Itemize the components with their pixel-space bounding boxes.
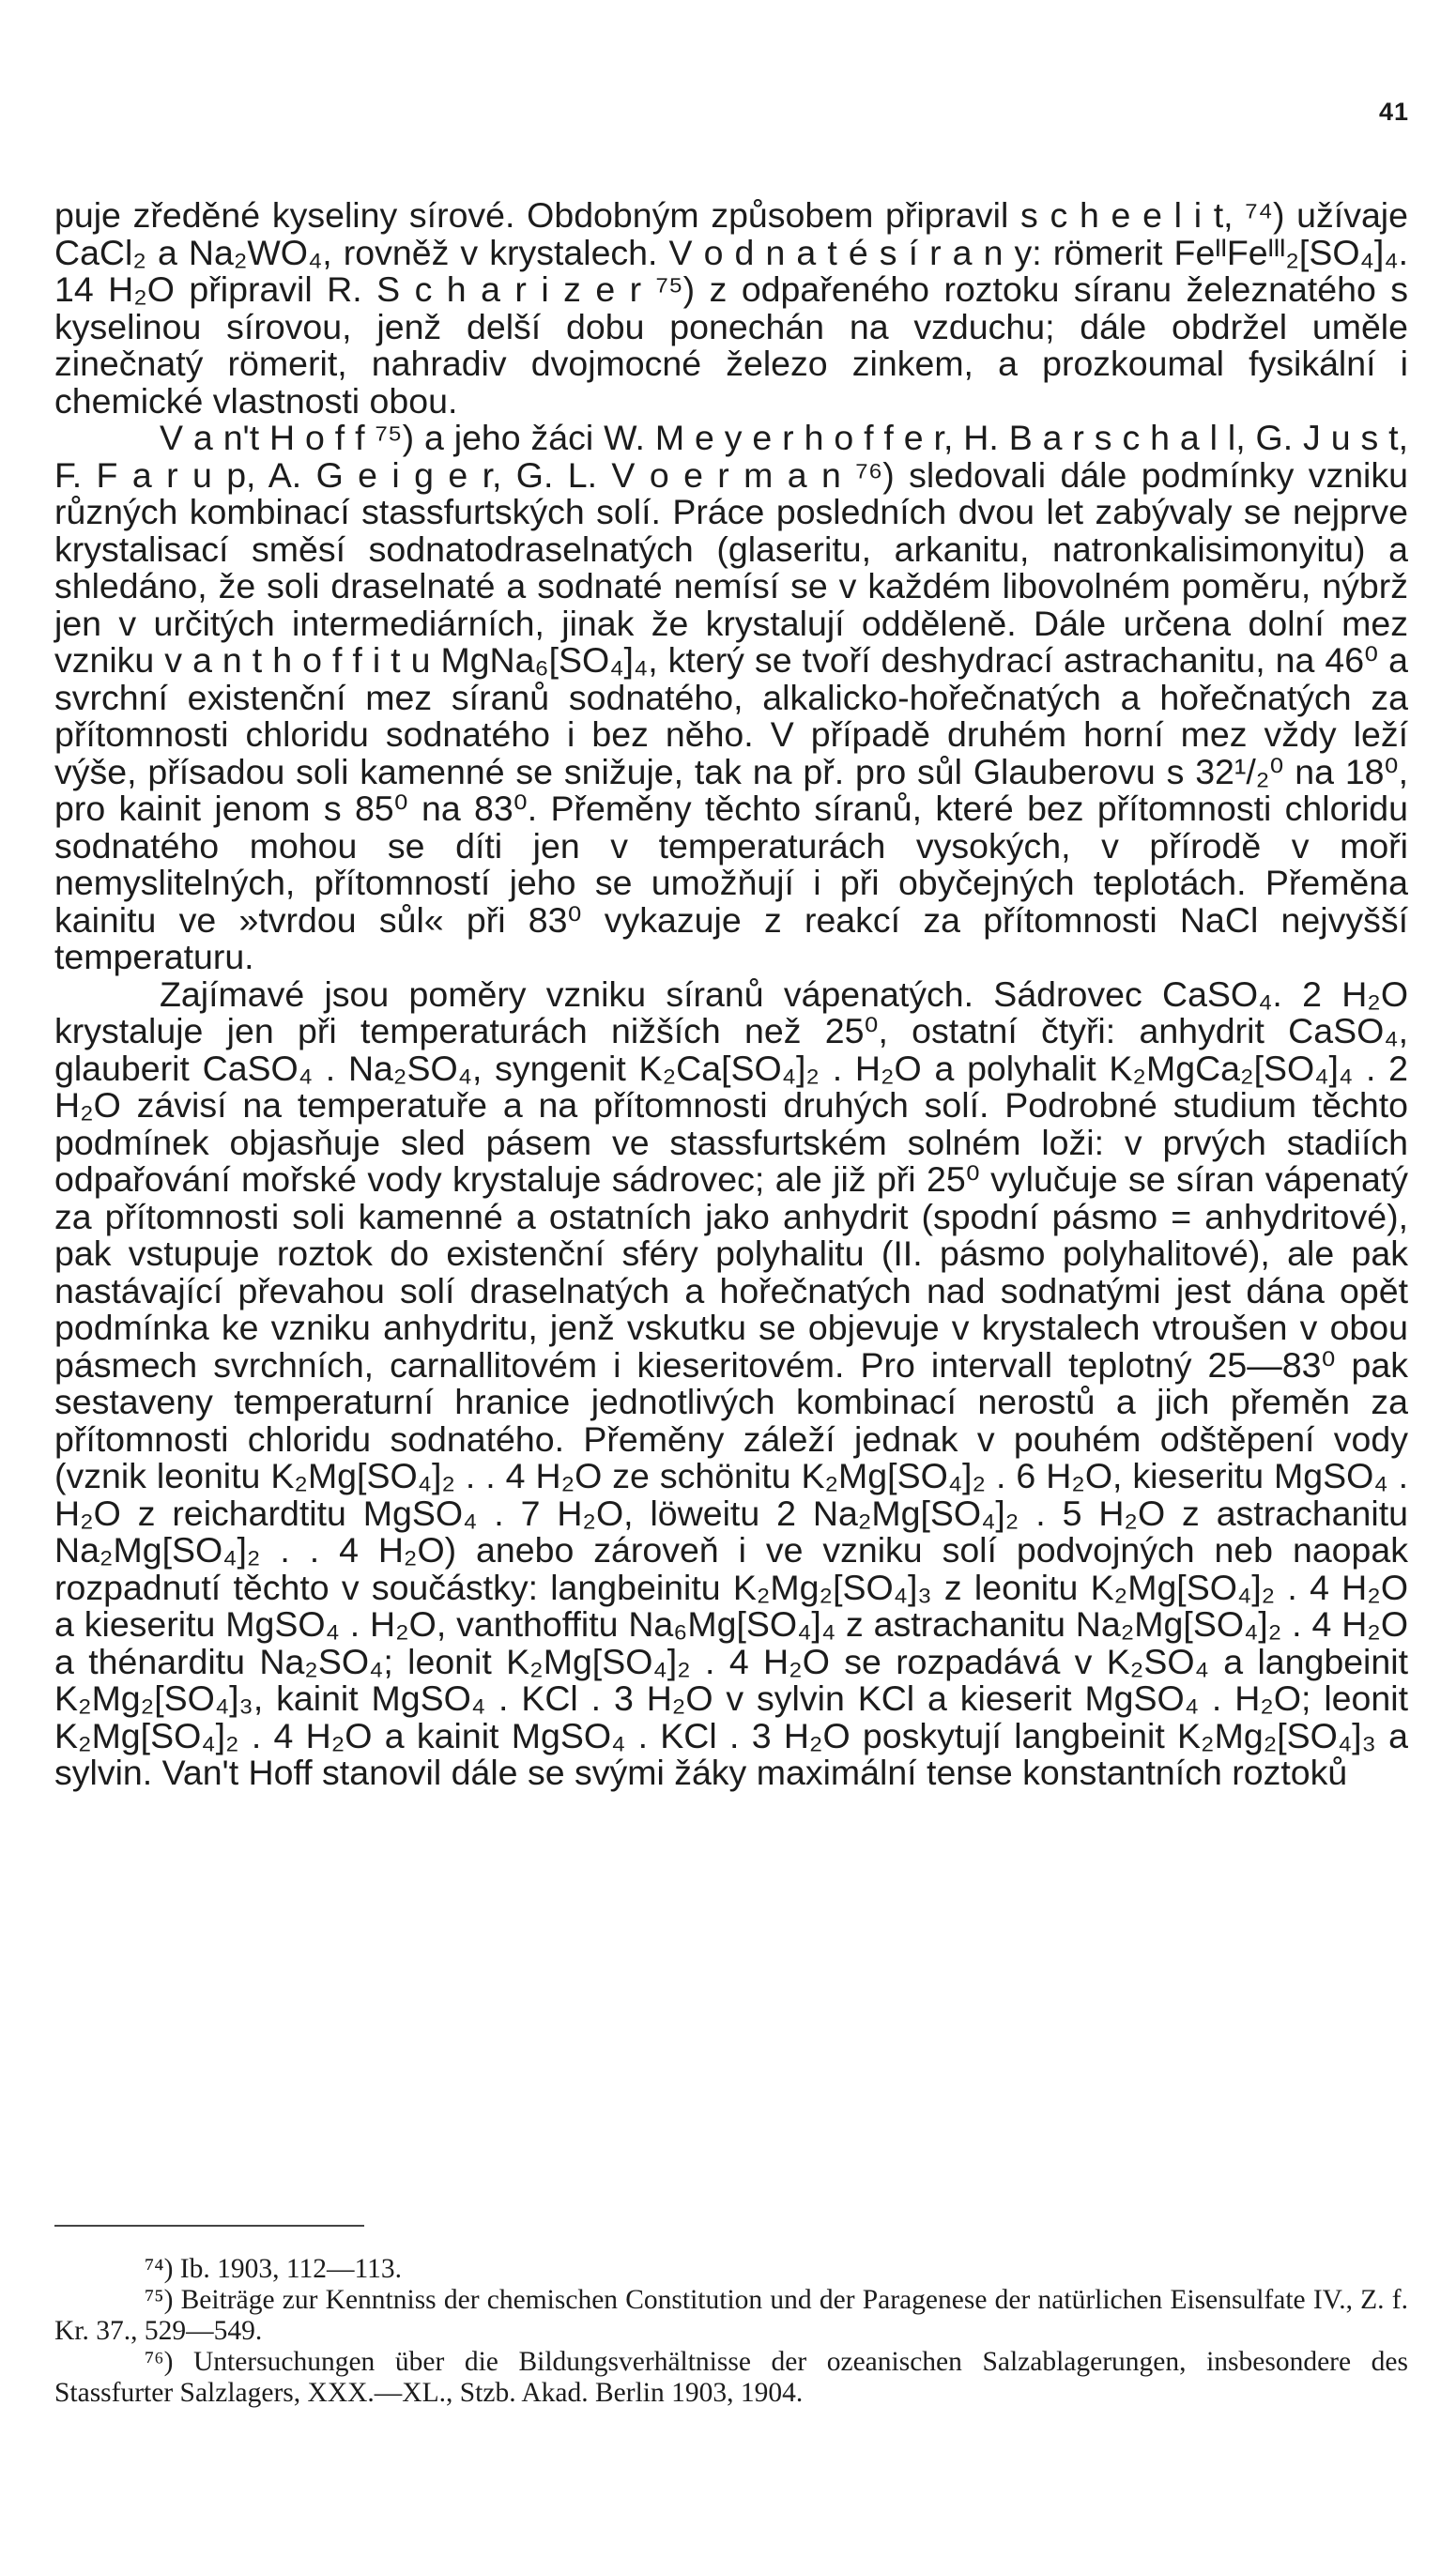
footnote-divider <box>54 2225 364 2227</box>
page-number: 41 <box>1378 98 1409 126</box>
footnote-75: ⁷⁵) Beiträge zur Kenntniss der chemischen Constitution und der Paragenese der natürlichen Eisensulfate IV., Z. f. Kr. 37., 529—549. <box>54 2285 1408 2346</box>
footnote-74: ⁷⁴) Ib. 1903, 112—113. <box>145 2254 403 2284</box>
footnote-76: ⁷⁶) Untersuchungen über die Bildungsverhältnisse der ozeanischen Salzablagerungen, insbesondere des Stassfurter Salzlagers, XXX.—XL., Stzb. Akad. Berlin 1903, 1904. <box>54 2347 1408 2408</box>
body-text <box>54 197 1408 1792</box>
footnotes <box>54 2254 1408 2409</box>
paragraph-vant-hoff: V a n't H o f f ⁷⁵) a jeho žáci W. M e y e r h o f f e r, H. B a r s c h a l l, G. J u s t, F. F a r u p, A. G e i g e r, G. L. V o e r m a n ⁷⁶) sledovali dále podmínky vzniku různých kombinací stassfurtských solí. Práce posledních dvou let zabývaly se nejprve krystalisací směsí sodnatodraselnatých (glaseritu, arkanitu, natronkalisimonyitu) a shledáno, že soli draselnaté a sodnaté nemísí se v každém libovolném poměru, nýbrž jen v určitých intermediárních, jinak že krystalují odděleně. Dále určena dolní mez vzniku v a n t h o f f i t u MgNa₆[SO₄]₄, který se tvoří deshydrací astrachanitu, na 46⁰ a svrchní existenční mez síranů sodnatého, alkalicko-hořečnatých a hořečnatých za přítomnosti chloridu sodnatého i bez něho. V případě druhém horní mez vždy leží výše, přísadou soli kamenné se snižuje, tak na př. pro sůl Glauberovu s 32¹/₂⁰ na 18⁰, pro kainit jenom s 85⁰ na 83⁰. Přeměny těchto síranů, které bez přítomnosti chloridu sodnatého mohou se díti jen v temperaturách vysokých, v přírodě v moři nemyslitelných, přítomností jeho se umožňují i při obyčejných teplotách. Přeměna kainitu ve »tvrdou sůl« při 83⁰ vykazuje z reakcí za přítomnosti NaCl nejvyšší temperaturu. <box>54 418 1408 976</box>
paragraph-scheelit-romerit: puje zředěné kyseliny sírové. Obdobným způsobem připravil s c h e e l i t, ⁷⁴) užívaje CaCl₂ a Na₂WO₄, rovněž v krystalech. V o d n a t é s í r a n y: römerit FeᴵᴵFeᴵᴵᴵ₂[SO₄]₄. 14 H₂O připravil R. S c h a r i z e r ⁷⁵) z odpařeného roztoku síranu železnatého s kyselinou sírovou, jenž delší dobu ponechán na vzduchu; dále obdržel uměle zinečnatý römerit, nahradiv dvojmocné železo zinkem, a prozkoumal fysikální i chemické vlastnosti obou. <box>54 195 1408 421</box>
paragraph-calcium-sulfates: Zajímavé jsou poměry vzniku síranů vápenatých. Sádrovec CaSO₄. 2 H₂O krystaluje jen při temperaturách nižších než 25⁰, ostatní čtyři: anhydrit CaSO₄, glauberit CaSO₄ . Na₂SO₄, syngenit K₂Ca[SO₄]₂ . H₂O a polyhalit K₂MgCa₂[SO₄]₄ . 2 H₂O závisí na temperatuře a na přítomnosti druhých solí. Podrobné studium těchto podmínek objasňuje sled pásem ve stassfurtském solném loži: v prvých stadiích odpařování mořské vody krystaluje sádrovec; ale již při 25⁰ vylučuje se síran vápenatý za přítomnosti soli kamenné a ostatních jako anhydrit (spodní pásmo = anhydritové), pak vstupuje roztok do existenční sféry polyhalitu (II. pásmo polyhalitové), ale pak nastávající převahou solí draselnatých a hořečnatých nad sodnatými jest dána opět podmínka ke vzniku anhydritu, jenž vskutku se objevuje v krystalech vtroušen v obou pásmech svrchních, carnallitovém i kieseritovém. Pro intervall teplotný 25—83⁰ pak sestaveny temperaturní hranice jednotlivých kombinací nerostů a jich přeměn za přítomnosti chloridu sodnatého. Přeměny záleží jednak v pouhém odštěpení vody (vznik leonitu K₂Mg[SO₄]₂ . . 4 H₂O ze schönitu K₂Mg[SO₄]₂ . 6 H₂O, kieseritu MgSO₄ . H₂O z reichardtitu MgSO₄ . 7 H₂O, löweitu 2 Na₂Mg[SO₄]₂ . 5 H₂O z astrachanitu Na₂Mg[SO₄]₂ . . 4 H₂O) anebo zároveň i ve vzniku solí podvojných neb naopak rozpadnutí těchto v součástky: langbeinitu K₂Mg₂[SO₄]₃ z leonitu K₂Mg[SO₄]₂ . 4 H₂O a kieseritu MgSO₄ . H₂O, vanthoffitu Na₆Mg[SO₄]₄ z astrachanitu Na₂Mg[SO₄]₂ . 4 H₂O a thénarditu Na₂SO₄; leonit K₂Mg[SO₄]₂ . 4 H₂O se rozpadává v K₂SO₄ a langbeinit K₂Mg₂[SO₄]₃, kainit MgSO₄ . KCl . 3 H₂O v sylvin KCl a kieserit MgSO₄ . H₂O; leonit K₂Mg[SO₄]₂ . 4 H₂O a kainit MgSO₄ . KCl . 3 H₂O poskytují langbeinit K₂Mg₂[SO₄]₃ a sylvin. Van't Hoff stanovil dále se svými žáky maximální tense konstantních roztoků <box>54 973 1408 1792</box>
